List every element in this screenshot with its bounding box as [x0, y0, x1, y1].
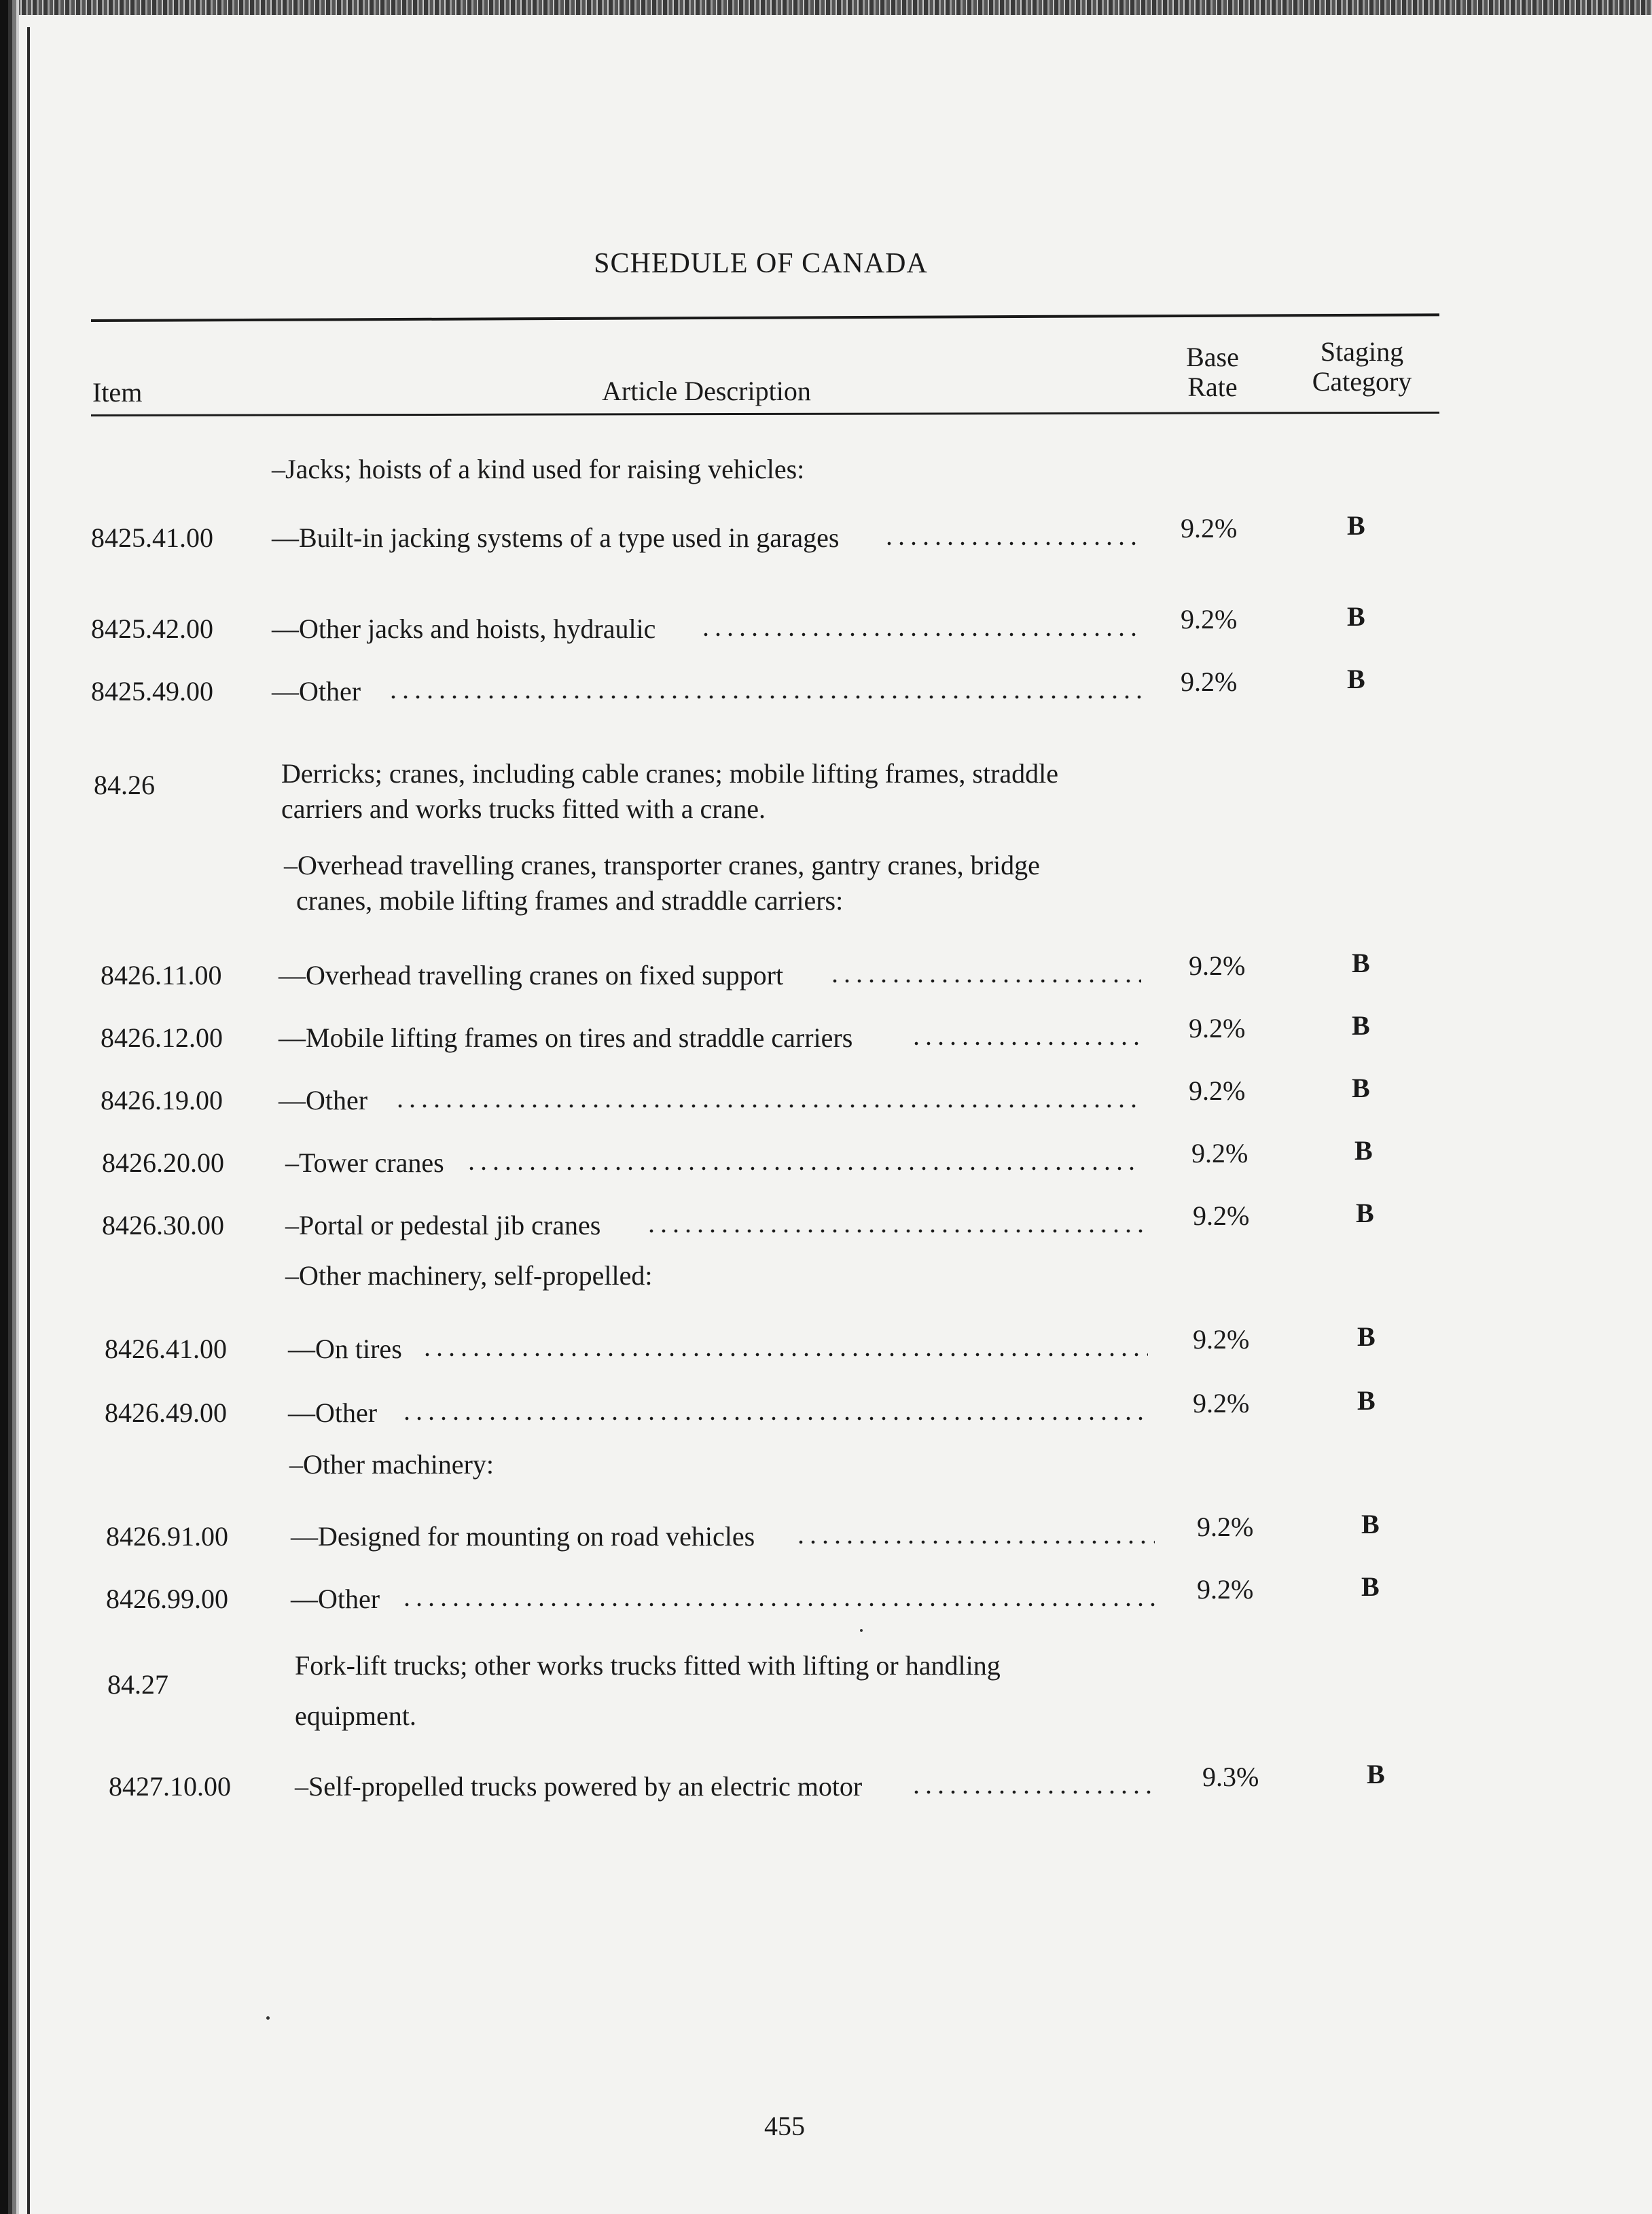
- heading-8427-line1: Fork-lift trucks; other works trucks fitted with lifting or handling: [295, 1650, 1001, 1681]
- row-description: ––Designed for mounting on road vehicles: [291, 1521, 755, 1552]
- table-row: [0, 1571, 1652, 1615]
- column-header-item: Item: [92, 377, 143, 408]
- row-base-rate: 9.2%: [1193, 1324, 1250, 1355]
- leader-dots: [401, 1599, 1155, 1610]
- row-base-rate: 9.3%: [1202, 1762, 1259, 1792]
- table-row: [0, 1073, 1652, 1117]
- table-row: [0, 510, 1652, 554]
- table-row: [0, 1010, 1652, 1054]
- column-header-staging-line1: Staging: [1320, 336, 1404, 367]
- row-description: ––Built-in jacking systems of a type used in garages: [272, 522, 840, 553]
- leader-dots: [421, 1349, 1148, 1360]
- leader-dots: [645, 1226, 1148, 1236]
- row-item-code: 8427.10.00: [109, 1771, 231, 1802]
- scan-speck: [266, 2016, 270, 2020]
- row-item-code: 8426.12.00: [101, 1022, 223, 1053]
- group-heading-overhead-line1: –Overhead travelling cranes, transporter cranes, gantry cranes, bridge: [284, 850, 1040, 880]
- table-header-rule: [91, 412, 1439, 416]
- row-description: ––Other: [288, 1397, 378, 1428]
- leader-dots: [910, 1787, 1155, 1798]
- row-item-code: 8426.49.00: [105, 1397, 227, 1428]
- table-row: [0, 1385, 1652, 1429]
- table-top-rule: [91, 313, 1439, 322]
- group-heading-overhead-line2: cranes, mobile lifting frames and straddle carriers:: [296, 885, 844, 916]
- row-base-rate: 9.2%: [1191, 1138, 1249, 1168]
- row-description: ––Overhead travelling cranes on fixed support: [279, 960, 784, 990]
- row-staging-category: B: [1352, 1010, 1370, 1041]
- row-description: –Tower cranes: [285, 1147, 444, 1178]
- group-heading-other-machinery: –Other machinery:: [289, 1449, 494, 1480]
- row-item-code: 8426.91.00: [106, 1521, 228, 1552]
- heading-8426-line1: Derricks; cranes, including cable cranes; mobile lifting frames, straddle: [281, 758, 1059, 789]
- row-base-rate: 9.2%: [1193, 1388, 1250, 1418]
- leader-dots: [910, 1038, 1141, 1049]
- row-description: ––Other: [272, 676, 361, 707]
- row-staging-category: B: [1367, 1759, 1385, 1789]
- page-title: SCHEDULE OF CANADA: [594, 248, 928, 279]
- heading-number-8426: 84.26: [94, 770, 155, 800]
- scan-binding-line: [27, 27, 30, 2214]
- leader-dots: [394, 1101, 1141, 1111]
- row-base-rate: 9.2%: [1181, 513, 1238, 543]
- row-description: ––Other: [279, 1085, 368, 1115]
- row-staging-category: B: [1357, 1385, 1376, 1416]
- row-base-rate: 9.2%: [1189, 1075, 1246, 1106]
- column-header-staging-category: [1291, 337, 1433, 397]
- group-heading-other-self-propelled: –Other machinery, self-propelled:: [285, 1260, 653, 1291]
- table-row: [0, 1135, 1652, 1179]
- table-row: [0, 1321, 1652, 1365]
- row-item-code: 8426.11.00: [101, 960, 222, 990]
- leader-dots: [795, 1537, 1155, 1548]
- row-item-code: 8426.41.00: [105, 1334, 227, 1364]
- leader-dots: [387, 692, 1141, 702]
- leader-dots: [700, 629, 1141, 640]
- group-heading-jacks: –Jacks; hoists of a kind used for raising vehicles:: [272, 454, 805, 484]
- row-base-rate: 9.2%: [1197, 1512, 1254, 1542]
- table-row: [0, 1198, 1652, 1242]
- row-base-rate: 9.2%: [1181, 666, 1238, 697]
- row-item-code: 8426.19.00: [101, 1085, 223, 1115]
- row-staging-category: B: [1347, 664, 1365, 694]
- row-staging-category: B: [1347, 601, 1365, 632]
- row-staging-category: B: [1354, 1135, 1373, 1166]
- heading-number-8427: 84.27: [107, 1669, 168, 1700]
- heading-8427-line2: equipment.: [295, 1700, 416, 1731]
- row-base-rate: 9.2%: [1189, 950, 1246, 981]
- row-item-code: 8425.42.00: [91, 613, 213, 644]
- row-item-code: 8425.41.00: [91, 522, 213, 553]
- page-number: 455: [764, 2111, 805, 2141]
- scan-top-edge: [0, 0, 1652, 15]
- row-base-rate: 9.2%: [1197, 1574, 1254, 1605]
- leader-dots: [883, 538, 1141, 549]
- table-row: [0, 1759, 1652, 1803]
- row-base-rate: 9.2%: [1193, 1200, 1250, 1231]
- row-description: –Portal or pedestal jib cranes: [285, 1210, 601, 1240]
- column-header-base-rate: [1155, 342, 1270, 402]
- row-item-code: 8426.20.00: [102, 1147, 224, 1178]
- row-item-code: 8426.30.00: [102, 1210, 224, 1240]
- row-staging-category: B: [1361, 1509, 1380, 1539]
- leader-dots: [829, 976, 1141, 986]
- row-staging-category: B: [1361, 1571, 1380, 1602]
- row-description: ––Other: [291, 1584, 380, 1614]
- row-base-rate: 9.2%: [1181, 604, 1238, 635]
- row-staging-category: B: [1347, 510, 1365, 541]
- leader-dots: [465, 1163, 1141, 1174]
- row-item-code: 8425.49.00: [91, 676, 213, 707]
- row-base-rate: 9.2%: [1189, 1013, 1246, 1043]
- scan-speck: [860, 1629, 863, 1632]
- row-description: ––Mobile lifting frames on tires and straddle carriers: [279, 1022, 853, 1053]
- row-staging-category: B: [1356, 1198, 1374, 1228]
- column-header-base-rate-line2: Rate: [1187, 372, 1238, 402]
- row-staging-category: B: [1357, 1321, 1376, 1352]
- row-description: –Self-propelled trucks powered by an electric motor: [295, 1771, 863, 1802]
- table-row: [0, 664, 1652, 708]
- column-header-description: Article Description: [602, 376, 811, 406]
- row-staging-category: B: [1352, 948, 1370, 978]
- table-row: [0, 1509, 1652, 1553]
- column-header-staging-line2: Category: [1312, 366, 1412, 397]
- leader-dots: [401, 1413, 1148, 1424]
- row-staging-category: B: [1352, 1073, 1370, 1103]
- column-header-base-rate-line1: Base: [1186, 342, 1239, 372]
- table-row: [0, 601, 1652, 645]
- table-row: [0, 948, 1652, 992]
- row-item-code: 8426.99.00: [106, 1584, 228, 1614]
- row-description: ––On tires: [288, 1334, 402, 1364]
- row-description: ––Other jacks and hoists, hydraulic: [272, 613, 656, 644]
- heading-8426-line2: carriers and works trucks fitted with a crane.: [281, 793, 766, 824]
